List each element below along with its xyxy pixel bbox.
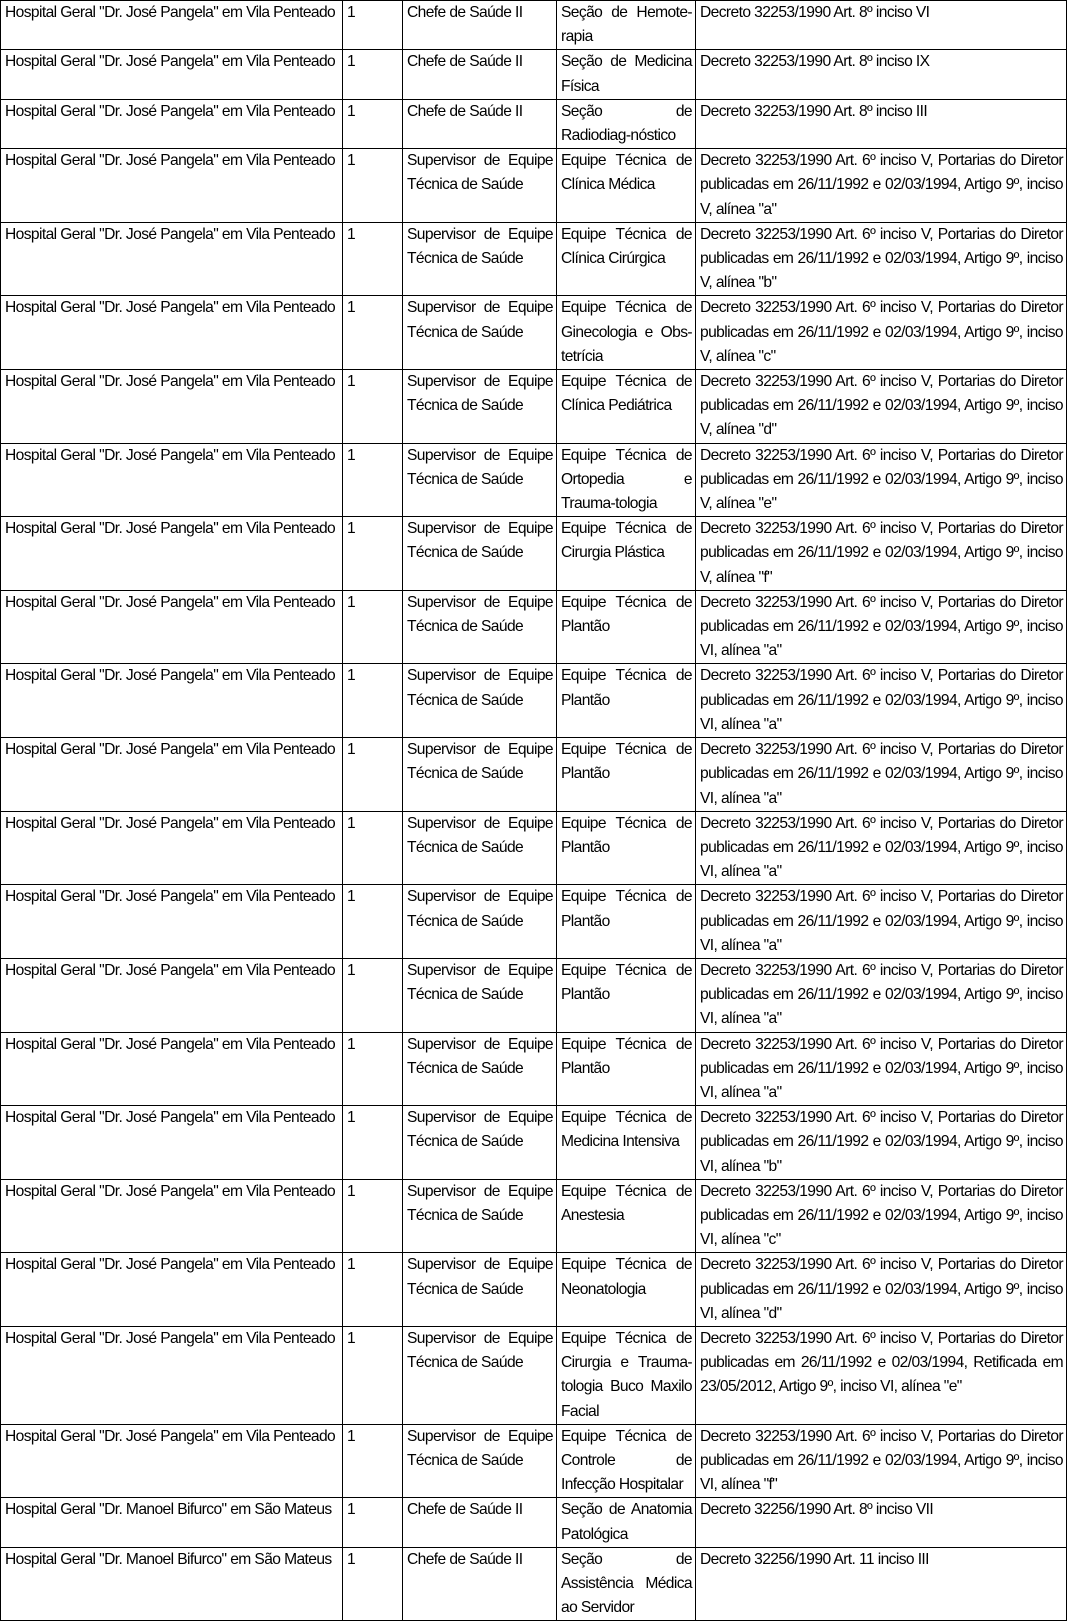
quantity-cell: 1 xyxy=(343,1106,403,1180)
position-cell: Supervisor de Equipe Técnica de Saúde xyxy=(403,149,557,223)
position-cell: Supervisor de Equipe Técnica de Saúde xyxy=(403,443,557,517)
position-cell: Chefe de Saúde II xyxy=(403,1,557,50)
legal-basis-cell: Decreto 32253/1990 Art. 8º inciso IX xyxy=(696,50,1067,99)
position-cell: Supervisor de Equipe Técnica de Saúde xyxy=(403,664,557,738)
position-cell: Chefe de Saúde II xyxy=(403,1547,557,1621)
legal-basis-cell: Decreto 32253/1990 Art. 6º inciso V, Portarias do Diretor publicadas em 26/11/1992 e 02/03/1994, Artigo 9º, inciso V, alínea "f" xyxy=(696,517,1067,591)
position-cell: Supervisor de Equipe Técnica de Saúde xyxy=(403,1253,557,1327)
hospital-cell: Hospital Geral "Dr. José Pangela" em Vila Penteado xyxy=(1,517,343,591)
unit-cell: Equipe Técnica de Plantão xyxy=(557,958,696,1032)
table-row xyxy=(1,958,1067,1032)
table-row xyxy=(1,738,1067,812)
quantity-cell: 1 xyxy=(343,50,403,99)
position-cell: Supervisor de Equipe Técnica de Saúde xyxy=(403,517,557,591)
legal-basis-cell: Decreto 32253/1990 Art. 8º inciso III xyxy=(696,99,1067,148)
unit-cell: Equipe Técnica de Plantão xyxy=(557,1032,696,1106)
hospital-cell: Hospital Geral "Dr. José Pangela" em Vila Penteado xyxy=(1,1179,343,1253)
table-row xyxy=(1,1326,1067,1424)
unit-cell: Equipe Técnica de Neonatologia xyxy=(557,1253,696,1327)
unit-cell: Seção de Hemote-rapia xyxy=(557,1,696,50)
position-cell: Supervisor de Equipe Técnica de Saúde xyxy=(403,222,557,296)
position-cell: Chefe de Saúde II xyxy=(403,1498,557,1547)
hospital-cell: Hospital Geral "Dr. Manoel Bifurco" em São Mateus xyxy=(1,1547,343,1621)
position-cell: Supervisor de Equipe Técnica de Saúde xyxy=(403,590,557,664)
unit-cell: Equipe Técnica de Plantão xyxy=(557,811,696,885)
table-body xyxy=(1,1,1067,1621)
position-cell: Chefe de Saúde II xyxy=(403,99,557,148)
position-cell: Supervisor de Equipe Técnica de Saúde xyxy=(403,885,557,959)
legal-basis-cell: Decreto 32256/1990 Art. 8º inciso VII xyxy=(696,1498,1067,1547)
hospital-cell: Hospital Geral "Dr. José Pangela" em Vila Penteado xyxy=(1,296,343,370)
table-row xyxy=(1,1179,1067,1253)
table-row xyxy=(1,1424,1067,1498)
legal-basis-cell: Decreto 32253/1990 Art. 6º inciso V, Portarias do Diretor publicadas em 26/11/1992 e 02/03/1994, Artigo 9º, inciso VI, alínea "a" xyxy=(696,738,1067,812)
unit-cell: Equipe Técnica de Plantão xyxy=(557,885,696,959)
hospital-cell: Hospital Geral "Dr. José Pangela" em Vila Penteado xyxy=(1,99,343,148)
quantity-cell: 1 xyxy=(343,149,403,223)
unit-cell: Equipe Técnica de Ginecologia e Obs-tetrícia xyxy=(557,296,696,370)
hospital-cell: Hospital Geral "Dr. José Pangela" em Vila Penteado xyxy=(1,958,343,1032)
table-row xyxy=(1,1106,1067,1180)
unit-cell: Seção de Medicina Física xyxy=(557,50,696,99)
table-row xyxy=(1,99,1067,148)
table-row xyxy=(1,664,1067,738)
quantity-cell: 1 xyxy=(343,296,403,370)
hospital-cell: Hospital Geral "Dr. José Pangela" em Vila Penteado xyxy=(1,222,343,296)
table-row xyxy=(1,296,1067,370)
hospital-cell: Hospital Geral "Dr. José Pangela" em Vila Penteado xyxy=(1,1,343,50)
quantity-cell: 1 xyxy=(343,664,403,738)
table-row xyxy=(1,1547,1067,1621)
hospital-cell: Hospital Geral "Dr. Manoel Bifurco" em São Mateus xyxy=(1,1498,343,1547)
quantity-cell: 1 xyxy=(343,222,403,296)
table-row xyxy=(1,590,1067,664)
hospital-cell: Hospital Geral "Dr. José Pangela" em Vila Penteado xyxy=(1,1424,343,1498)
position-cell: Supervisor de Equipe Técnica de Saúde xyxy=(403,738,557,812)
legal-basis-cell: Decreto 32253/1990 Art. 6º inciso V, Portarias do Diretor publicadas em 26/11/1992 e 02/03/1994, Artigo 9º, inciso V, alínea "b" xyxy=(696,222,1067,296)
unit-cell: Equipe Técnica de Medicina Intensiva xyxy=(557,1106,696,1180)
unit-cell: Equipe Técnica de Controle de Infecção Hospitalar xyxy=(557,1424,696,1498)
position-cell: Supervisor de Equipe Técnica de Saúde xyxy=(403,958,557,1032)
hospital-cell: Hospital Geral "Dr. José Pangela" em Vila Penteado xyxy=(1,1326,343,1424)
unit-cell: Equipe Técnica de Cirurgia e Trauma-tologia Buco Maxilo Facial xyxy=(557,1326,696,1424)
table-row xyxy=(1,885,1067,959)
table-row xyxy=(1,443,1067,517)
position-cell: Supervisor de Equipe Técnica de Saúde xyxy=(403,1179,557,1253)
position-cell: Supervisor de Equipe Técnica de Saúde xyxy=(403,1326,557,1424)
unit-cell: Equipe Técnica de Ortopedia e Trauma-tologia xyxy=(557,443,696,517)
table-row xyxy=(1,370,1067,444)
quantity-cell: 1 xyxy=(343,885,403,959)
legal-basis-cell: Decreto 32253/1990 Art. 6º inciso V, Portarias do Diretor publicadas em 26/11/1992 e 02/03/1994, Artigo 9º, inciso VI, alínea "a" xyxy=(696,958,1067,1032)
legal-basis-cell: Decreto 32253/1990 Art. 6º inciso V, Portarias do Diretor publicadas em 26/11/1992 e 02/03/1994, Artigo 9º, inciso V, alínea "c" xyxy=(696,296,1067,370)
hospital-cell: Hospital Geral "Dr. José Pangela" em Vila Penteado xyxy=(1,664,343,738)
table-row xyxy=(1,1498,1067,1547)
hospital-cell: Hospital Geral "Dr. José Pangela" em Vila Penteado xyxy=(1,811,343,885)
table-row xyxy=(1,1253,1067,1327)
unit-cell: Equipe Técnica de Plantão xyxy=(557,738,696,812)
quantity-cell: 1 xyxy=(343,1547,403,1621)
quantity-cell: 1 xyxy=(343,811,403,885)
quantity-cell: 1 xyxy=(343,1179,403,1253)
hospital-cell: Hospital Geral "Dr. José Pangela" em Vila Penteado xyxy=(1,1253,343,1327)
table-row xyxy=(1,50,1067,99)
table-row xyxy=(1,811,1067,885)
legal-basis-cell: Decreto 32253/1990 Art. 6º inciso V, Portarias do Diretor publicadas em 26/11/1992 e 02/03/1994, Artigo 9º, inciso VI, alínea "a" xyxy=(696,1032,1067,1106)
legal-basis-cell: Decreto 32253/1990 Art. 8º inciso VI xyxy=(696,1,1067,50)
quantity-cell: 1 xyxy=(343,738,403,812)
quantity-cell: 1 xyxy=(343,370,403,444)
legal-basis-cell: Decreto 32256/1990 Art. 11 inciso III xyxy=(696,1547,1067,1621)
unit-cell: Equipe Técnica de Plantão xyxy=(557,664,696,738)
legal-basis-cell: Decreto 32253/1990 Art. 6º inciso V, Portarias do Diretor publicadas em 26/11/1992 e 02/03/1994, Artigo 9º, inciso VI, alínea "a" xyxy=(696,811,1067,885)
table-row xyxy=(1,149,1067,223)
hospital-cell: Hospital Geral "Dr. José Pangela" em Vila Penteado xyxy=(1,149,343,223)
quantity-cell: 1 xyxy=(343,1032,403,1106)
legal-basis-cell: Decreto 32253/1990 Art. 6º inciso V, Portarias do Diretor publicadas em 26/11/1992 e 02/03/1994, Artigo 9º, inciso V, alínea "d" xyxy=(696,370,1067,444)
unit-cell: Equipe Técnica de Clínica Médica xyxy=(557,149,696,223)
legal-basis-cell: Decreto 32253/1990 Art. 6º inciso V, Portarias do Diretor publicadas em 26/11/1992 e 02/03/1994, Artigo 9º, inciso VI, alínea "a" xyxy=(696,590,1067,664)
hospital-cell: Hospital Geral "Dr. José Pangela" em Vila Penteado xyxy=(1,50,343,99)
unit-cell: Equipe Técnica de Anestesia xyxy=(557,1179,696,1253)
hospital-cell: Hospital Geral "Dr. José Pangela" em Vila Penteado xyxy=(1,590,343,664)
hospital-cell: Hospital Geral "Dr. José Pangela" em Vila Penteado xyxy=(1,738,343,812)
quantity-cell: 1 xyxy=(343,1326,403,1424)
quantity-cell: 1 xyxy=(343,590,403,664)
unit-cell: Seção de Radiodiag-nóstico xyxy=(557,99,696,148)
hospital-cell: Hospital Geral "Dr. José Pangela" em Vila Penteado xyxy=(1,443,343,517)
legal-basis-cell: Decreto 32253/1990 Art. 6º inciso V, Portarias do Diretor publicadas em 26/11/1992 e 02/03/1994, Artigo 9º, inciso VI, alínea "b" xyxy=(696,1106,1067,1180)
table-row xyxy=(1,1,1067,50)
hospital-cell: Hospital Geral "Dr. José Pangela" em Vila Penteado xyxy=(1,1032,343,1106)
position-cell: Supervisor de Equipe Técnica de Saúde xyxy=(403,1032,557,1106)
position-cell: Supervisor de Equipe Técnica de Saúde xyxy=(403,811,557,885)
legal-basis-cell: Decreto 32253/1990 Art. 6º inciso V, Portarias do Diretor publicadas em 26/11/1992 e 02/03/1994, Artigo 9º, inciso V, alínea "a" xyxy=(696,149,1067,223)
quantity-cell: 1 xyxy=(343,958,403,1032)
unit-cell: Seção de Assistência Médica ao Servidor xyxy=(557,1547,696,1621)
quantity-cell: 1 xyxy=(343,1498,403,1547)
unit-cell: Equipe Técnica de Cirurgia Plástica xyxy=(557,517,696,591)
quantity-cell: 1 xyxy=(343,99,403,148)
table-row xyxy=(1,222,1067,296)
unit-cell: Equipe Técnica de Clínica Pediátrica xyxy=(557,370,696,444)
table-row xyxy=(1,1032,1067,1106)
quantity-cell: 1 xyxy=(343,517,403,591)
quantity-cell: 1 xyxy=(343,1253,403,1327)
position-cell: Supervisor de Equipe Técnica de Saúde xyxy=(403,296,557,370)
legal-basis-cell: Decreto 32253/1990 Art. 6º inciso V, Portarias do Diretor publicadas em 26/11/1992 e 02/03/1994, Artigo 9º, inciso VI, alínea "c" xyxy=(696,1179,1067,1253)
legal-basis-cell: Decreto 32253/1990 Art. 6º inciso V, Portarias do Diretor publicadas em 26/11/1992 e 02/03/1994, Artigo 9º, inciso VI, alínea "f" xyxy=(696,1424,1067,1498)
position-cell: Supervisor de Equipe Técnica de Saúde xyxy=(403,1106,557,1180)
position-cell: Supervisor de Equipe Técnica de Saúde xyxy=(403,1424,557,1498)
legal-basis-cell: Decreto 32253/1990 Art. 6º inciso V, Portarias do Diretor publicadas em 26/11/1992 e 02/03/1994, Artigo 9º, inciso VI, alínea "d" xyxy=(696,1253,1067,1327)
unit-cell: Equipe Técnica de Clínica Cirúrgica xyxy=(557,222,696,296)
legal-basis-cell: Decreto 32253/1990 Art. 6º inciso V, Portarias do Diretor publicadas em 26/11/1992 e 02/03/1994, Artigo 9º, inciso VI, alínea "a" xyxy=(696,664,1067,738)
position-cell: Chefe de Saúde II xyxy=(403,50,557,99)
legal-basis-cell: Decreto 32253/1990 Art. 6º inciso V, Portarias do Diretor publicadas em 26/11/1992 e 02/03/1994, Artigo 9º, inciso V, alínea "e" xyxy=(696,443,1067,517)
unit-cell: Equipe Técnica de Plantão xyxy=(557,590,696,664)
quantity-cell: 1 xyxy=(343,443,403,517)
quantity-cell: 1 xyxy=(343,1,403,50)
legal-basis-cell: Decreto 32253/1990 Art. 6º inciso V, Portarias do Diretor publicadas em 26/11/1992 e 02/03/1994, Retificada em 23/05/2012, Artigo 9º, inciso VI, alínea "e" xyxy=(696,1326,1067,1424)
unit-cell: Seção de Anatomia Patológica xyxy=(557,1498,696,1547)
quantity-cell: 1 xyxy=(343,1424,403,1498)
hospital-cell: Hospital Geral "Dr. José Pangela" em Vila Penteado xyxy=(1,1106,343,1180)
hospital-cell: Hospital Geral "Dr. José Pangela" em Vila Penteado xyxy=(1,885,343,959)
table-row xyxy=(1,517,1067,591)
position-cell: Supervisor de Equipe Técnica de Saúde xyxy=(403,370,557,444)
hospital-cell: Hospital Geral "Dr. José Pangela" em Vila Penteado xyxy=(1,370,343,444)
legal-basis-cell: Decreto 32253/1990 Art. 6º inciso V, Portarias do Diretor publicadas em 26/11/1992 e 02/03/1994, Artigo 9º, inciso VI, alínea "a" xyxy=(696,885,1067,959)
